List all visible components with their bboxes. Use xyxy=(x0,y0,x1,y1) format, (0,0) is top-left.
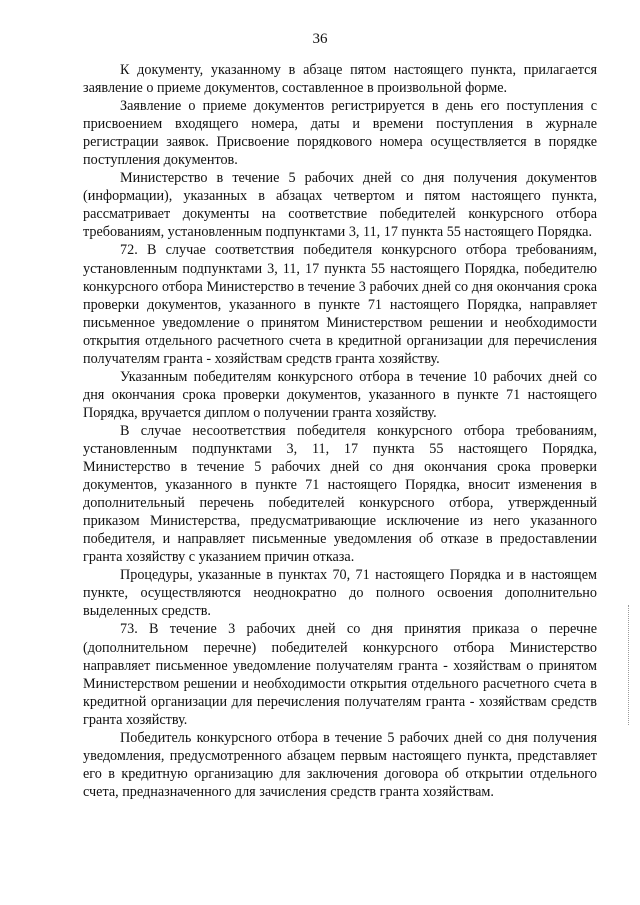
paragraph-procedures: Процедуры, указанные в пунктах 70, 71 настоящего Порядка и в настоящем пункте, осуществляются неоднократно до полного освоения дополнительно выделенных средств. xyxy=(83,567,597,620)
paragraph-nonconformity: В случае несоответствия победителя конкурсного отбора требованиям, установленным подпунктами 3, 11, 17 пункта 55 настоящего Порядка, Министерство в течение 5 рабочих дней со дня окончания срока проверки документов, указанного в пункте 71 настоящего Порядка, вносит изменения в дополнительный перечень победителей конкурсного отбора, утвержденный приказом Министерства, предусматривающие исключение из него указанного победителя, и направляет письменные уведомления об отказе в предоставлении гранта хозяйству с указанием причин отказа. xyxy=(83,422,597,566)
paragraph-diploma: Указанным победителям конкурсного отбора в течение 10 рабочих дней со дня окончания срока проверки документов, указанного в пункте 71 настоящего Порядка, вручается диплом о получении гранта хозяйству. xyxy=(83,368,597,421)
document-body xyxy=(83,61,597,801)
paragraph-clause-72: 72. В случае соответствия победителя конкурсного отбора требованиям, установленным подпунктами 3, 11, 17 пункта 55 настоящего Порядка, победителю конкурсного отбора Министерство в течение 3 рабочих дней со дня окончания срока проверки документов, указанного в пункте 71 настоящего Порядка, направляет письменное уведомление о принятом Министерством решении и необходимости открытия отдельного расчетного счета в кредитной организации для перечисления получателям гранта - хозяйствам средств гранта хозяйству. xyxy=(83,242,597,367)
paragraph-attachment-statement: К документу, указанному в абзаце пятом настоящего пункта, прилагается заявление о приеме документов, составленное в произвольной форме. xyxy=(83,62,597,97)
scan-margin-mark xyxy=(628,605,630,725)
paragraph-ministry-review: Министерство в течение 5 рабочих дней со дня получения документов (информации), указанных в абзацах четвертом и пятом настоящего пункта, рассматривает документы на соответствие победителей конкурсного отбора требованиям, установленным подпунктами 3, 11, 17 пункта 55 настоящего Порядка. xyxy=(83,170,597,241)
paragraph-registration: Заявление о приеме документов регистрируется в день его поступления с присвоением входящего номера, даты и времени поступления в журнале регистрации заявок. Присвоение порядкового номера осуществляется в порядке поступления документов. xyxy=(83,98,597,169)
paragraph-account-opening: Победитель конкурсного отбора в течение 5 рабочих дней со дня получения уведомления, предусмотренного абзацем первым настоящего пункта, представляет его в кредитную организацию для заключения договора об открытии отдельного счета, предназначенного для зачисления средств гранта хозяйствам. xyxy=(83,729,597,800)
page-number: 36 xyxy=(312,31,328,47)
paragraph-clause-73: 73. В течение 3 рабочих дней со дня принятия приказа о перечне (дополнительном перечне) победителей конкурсного отбора Министерство направляет письменное уведомление получателям гранта - хозяйствам о принятом Министерством решении и необходимости открытия отдельного расчетного счета в кредитной организации для перечисления получателям гранта - хозяйствам средств гранта хозяйству. xyxy=(83,621,597,728)
